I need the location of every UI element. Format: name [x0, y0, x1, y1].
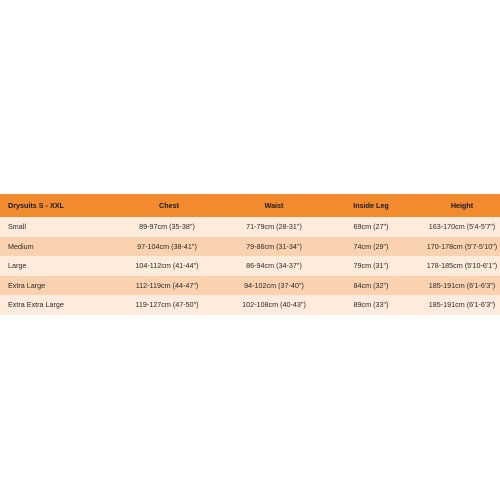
chest-value: 119-127cm (47-50") [135, 300, 199, 310]
inside-leg-value: 89cm (33") [353, 300, 389, 310]
drysuit-size-chart [0, 194, 500, 315]
waist-value: 102-108cm (40-43") [242, 300, 306, 310]
inside-leg-value: 74cm (29") [353, 241, 389, 251]
header-height: Height [450, 200, 474, 210]
inside-leg-value: 84cm (32") [353, 280, 389, 290]
header-chest: Chest [159, 200, 179, 210]
inside-leg-value: 69cm (27") [353, 222, 389, 232]
height-value: 163-170cm (5'4-5'7") [428, 222, 496, 232]
chest-value: 97-104cm (38-41") [137, 241, 197, 251]
size-name: Large [8, 261, 27, 271]
waist-value: 79-86cm (31-34") [246, 241, 302, 251]
height-value: 178-185cm (5'10-6'1") [426, 261, 498, 271]
waist-value: 71-79cm (28-31") [246, 222, 302, 232]
size-name: Extra Large [8, 280, 46, 290]
height-value: 170-178cm (5'7-5'10") [426, 241, 498, 251]
table-row [0, 237, 500, 257]
height-value: 185-191cm (6'1-6'3") [428, 280, 496, 290]
waist-value: 86-94cm (34-37") [246, 261, 302, 271]
header-waist: Waist [264, 200, 284, 210]
table-header-row [0, 194, 500, 217]
size-name: Small [8, 222, 26, 232]
header-inside-leg: Inside Leg [353, 200, 389, 210]
table-row [0, 217, 500, 237]
table-row [0, 295, 500, 315]
table-row [0, 256, 500, 276]
chest-value: 112-119cm (44-47") [135, 280, 199, 290]
waist-value: 94-102cm (37-40") [244, 280, 304, 290]
height-value: 185-191cm (6'1-6'3") [428, 300, 496, 310]
table-row [0, 276, 500, 296]
size-name: Extra Extra Large [8, 300, 64, 310]
header-size-range: Drysuits S - XXL [8, 200, 64, 210]
chest-value: 89-97cm (35-38") [139, 222, 195, 232]
chest-value: 104-112cm (41-44") [135, 261, 199, 271]
size-name: Medium [8, 241, 34, 251]
inside-leg-value: 79cm (31") [353, 261, 389, 271]
